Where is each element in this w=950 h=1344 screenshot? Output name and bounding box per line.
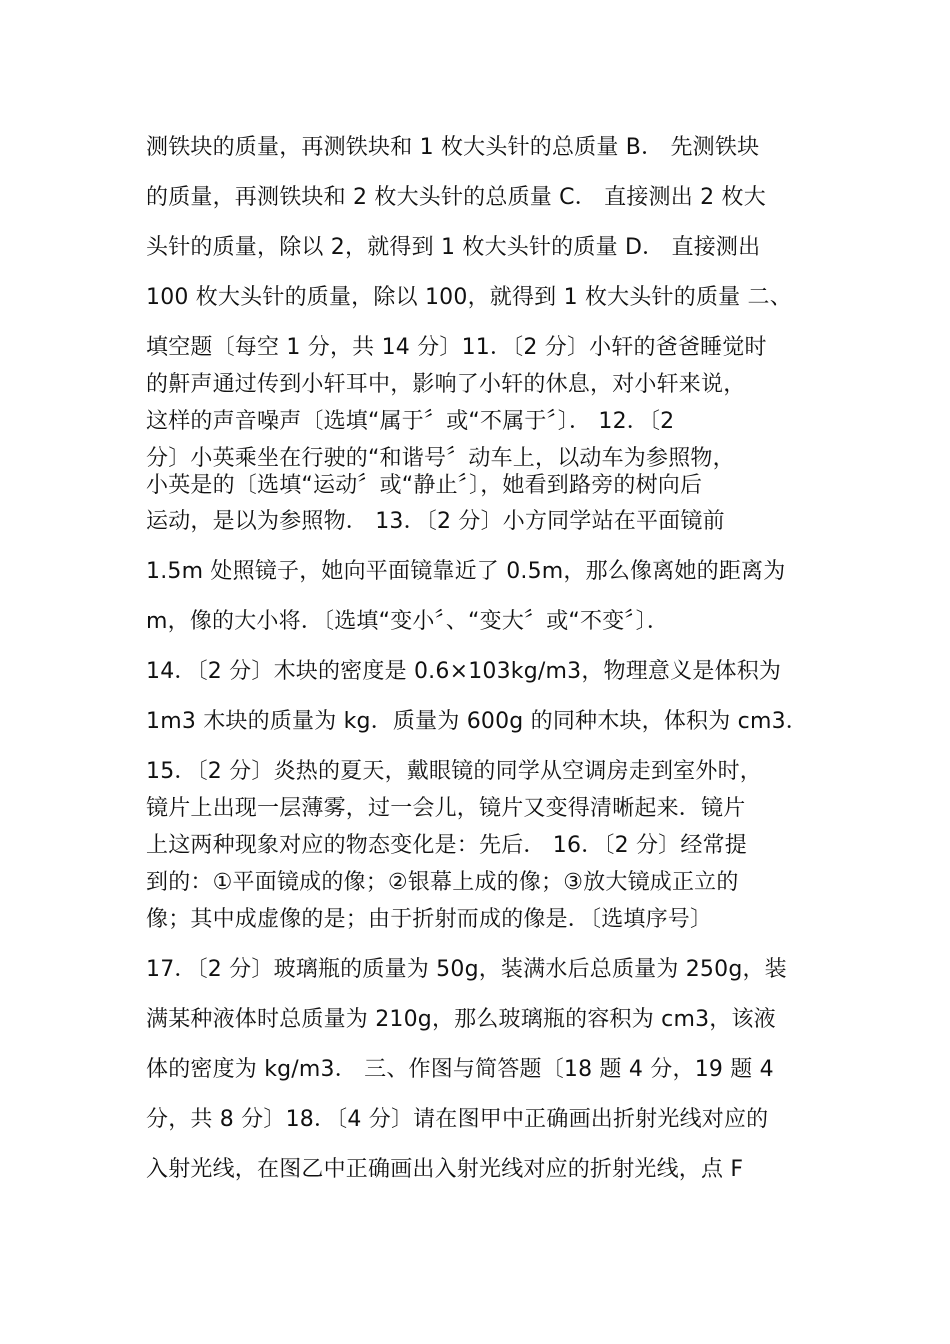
- text-line: 1.5m 处照镜子，她向平面镜靠近了 0.5m，那么像离她的距离为: [146, 559, 786, 584]
- text-line: 测铁块的质量，再测铁块和 1 枚大头针的总质量 B． 先测铁块: [146, 135, 760, 160]
- text-line: 镜片上出现一层薄雾，过一会儿，镜片又变得清晰起来．镜片: [146, 796, 746, 821]
- text-line: 像；其中成虚像的是；由于折射而成的像是．〔选填序号〕: [146, 907, 713, 932]
- text-line: 入射光线，在图乙中正确画出入射光线对应的折射光线，点 F: [146, 1157, 744, 1182]
- text-line: 1m3 木块的质量为 kg．质量为 600g 的同种木块，体积为 cm3．: [146, 709, 808, 734]
- text-line: 分，共 8 分〕18．〔4 分〕请在图甲中正确画出折射光线对应的: [146, 1107, 769, 1132]
- text-line: 100 枚大头针的质量，除以 100，就得到 1 枚大头针的质量 二、: [146, 285, 792, 310]
- text-line: 运动，是以为参照物． 13．〔2 分〕小方同学站在平面镜前: [146, 509, 725, 534]
- text-line: 的鼾声通过传到小轩耳中，影响了小轩的休息，对小轩来说，: [146, 372, 746, 397]
- text-line: 满某种液体时总质量为 210g，那么玻璃瓶的容积为 cm3，该液: [146, 1007, 776, 1032]
- text-line: 上这两种现象对应的物态变化是：先后． 16．〔2 分〕经常提: [146, 833, 747, 858]
- text-line: 头针的质量，除以 2，就得到 1 枚大头针的质量 D． 直接测出: [146, 235, 761, 260]
- text-line: 15．〔2 分〕炎热的夏天，戴眼镜的同学从空调房走到室外时，: [146, 759, 762, 784]
- text-line: 17．〔2 分〕玻璃瓶的质量为 50g，装满水后总质量为 250g，装: [146, 957, 787, 982]
- text-line: 填空题〔每空 1 分，共 14 分〕11．〔2 分〕小轩的爸爸睡觉时: [146, 335, 767, 360]
- text-line: m，像的大小将．〔选填“变小〞、“变大〞或“不变〞〕．: [146, 609, 670, 634]
- text-line: 小英是的〔选填“运动〞或“静止〞〕，她看到路旁的树向后: [146, 473, 703, 498]
- text-line: 体的密度为 kg/m3． 三、作图与简答题〔18 题 4 分，19 题 4: [146, 1057, 774, 1082]
- text-line: 的质量，再测铁块和 2 枚大头针的总质量 C． 直接测出 2 枚大: [146, 185, 766, 210]
- text-line: 14．〔2 分〕木块的密度是 0.6×103kg/m3，物理意义是体积为: [146, 659, 782, 684]
- text-line: 这样的声音噪声〔选填“属于〞或“不属于〞〕． 12．〔2: [146, 409, 675, 434]
- text-line: 分〕小英乘坐在行驶的“和谐号〞动车上，以动车为参照物，: [146, 446, 735, 471]
- text-line: 到的：①平面镜成的像；②银幕上成的像；③放大镜成正立的: [146, 870, 739, 895]
